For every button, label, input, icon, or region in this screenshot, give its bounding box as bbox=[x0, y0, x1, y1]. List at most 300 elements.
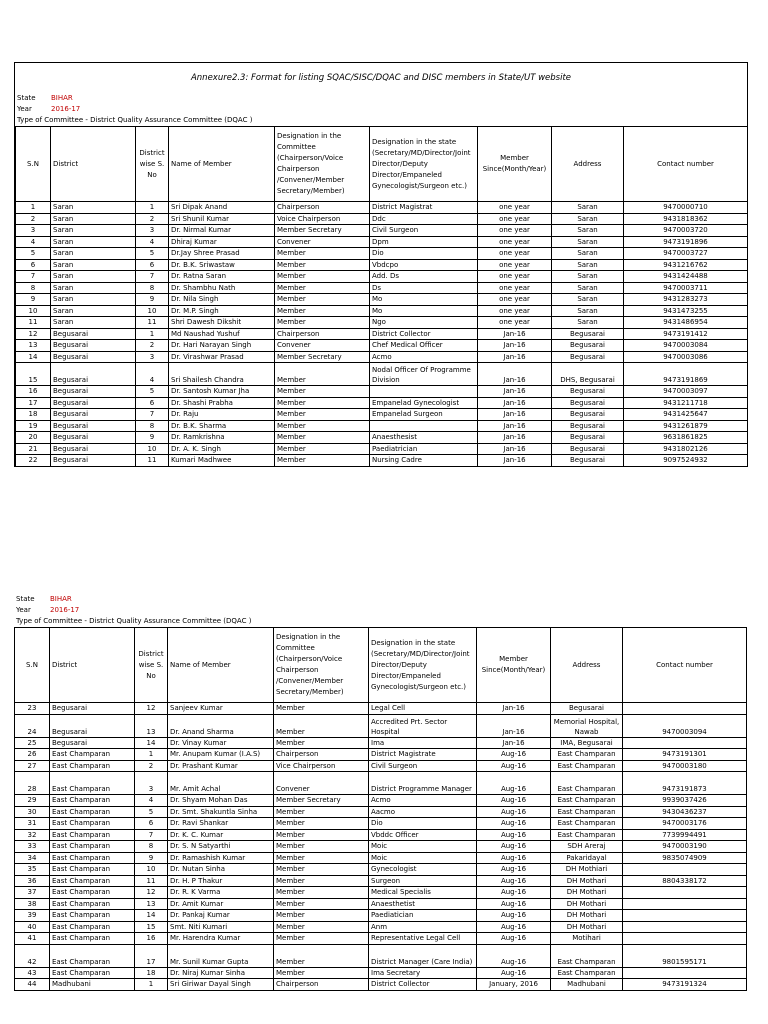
cell-district-sno: 11 bbox=[135, 875, 168, 887]
cell-member-since: Jan-16 bbox=[477, 714, 551, 737]
cell-district: Madhubani bbox=[50, 979, 135, 991]
cell-state-designation: Medical Specialis bbox=[369, 887, 477, 899]
cell-committee-designation: Member bbox=[275, 294, 370, 306]
cell-state-designation: District Programme Manager bbox=[369, 772, 477, 795]
cell-address: East Champaran bbox=[551, 967, 623, 979]
cell-district-sno: 4 bbox=[136, 236, 169, 248]
cell-member-name: Mr. Amit Achal bbox=[168, 772, 274, 795]
cell-address: Begusarai bbox=[552, 351, 624, 363]
col-contact: Contact number bbox=[623, 628, 747, 703]
cell-committee-designation: Member bbox=[275, 432, 370, 444]
cell-address: East Champaran bbox=[551, 944, 623, 967]
cell-state-designation: Ds bbox=[370, 282, 478, 294]
cell-state-designation: District Magistrat bbox=[370, 202, 478, 214]
cell-sn: 27 bbox=[15, 760, 50, 772]
cell-sn: 13 bbox=[16, 340, 51, 352]
table-row bbox=[16, 386, 748, 398]
table-row bbox=[15, 818, 747, 830]
cell-committee-designation: Member bbox=[274, 910, 369, 922]
cell-district-sno: 17 bbox=[135, 944, 168, 967]
cell-committee-designation: Member bbox=[274, 737, 369, 749]
cell-district: Saran bbox=[51, 294, 136, 306]
col-district: District bbox=[50, 628, 135, 703]
cell-committee-designation: Member bbox=[275, 409, 370, 421]
cell-contact bbox=[623, 921, 747, 933]
cell-district: Begusarai bbox=[51, 386, 136, 398]
cell-committee-designation: Member bbox=[275, 363, 370, 386]
cell-committee-designation: Member bbox=[274, 921, 369, 933]
cell-state-designation: Vbddc Officer bbox=[369, 829, 477, 841]
cell-state-designation: Aacmo bbox=[369, 806, 477, 818]
cell-sn: 12 bbox=[16, 328, 51, 340]
cell-contact: 9470003190 bbox=[623, 841, 747, 853]
cell-district-sno: 3 bbox=[136, 351, 169, 363]
table-row bbox=[16, 225, 748, 237]
cell-committee-designation: Member bbox=[274, 898, 369, 910]
cell-member-name: Sri Shunil Kumar bbox=[169, 213, 275, 225]
cell-contact: 9431425647 bbox=[624, 409, 748, 421]
cell-sn: 11 bbox=[16, 317, 51, 329]
cell-sn: 43 bbox=[15, 967, 50, 979]
cell-member-name: Dr. Anand Sharma bbox=[168, 714, 274, 737]
cell-committee-designation: Member bbox=[274, 864, 369, 876]
cell-contact: 9473191869 bbox=[624, 363, 748, 386]
cell-sn: 21 bbox=[16, 443, 51, 455]
cell-contact bbox=[623, 737, 747, 749]
cell-member-since: Aug-16 bbox=[477, 760, 551, 772]
cell-district-sno: 11 bbox=[136, 317, 169, 329]
cell-contact: 9939037426 bbox=[623, 795, 747, 807]
cell-address: Begusarai bbox=[552, 432, 624, 444]
cell-contact: 9431211718 bbox=[624, 397, 748, 409]
cell-committee-designation: Member bbox=[275, 386, 370, 398]
cell-member-name: Md Naushad Yushuf bbox=[169, 328, 275, 340]
table-row bbox=[15, 829, 747, 841]
cell-address: Saran bbox=[552, 305, 624, 317]
cell-state-designation bbox=[370, 420, 478, 432]
table-row bbox=[15, 795, 747, 807]
cell-contact bbox=[623, 933, 747, 945]
cell-state-designation: Ngo bbox=[370, 317, 478, 329]
cell-sn: 35 bbox=[15, 864, 50, 876]
cell-member-name: Dr. B.K. Sriwastaw bbox=[169, 259, 275, 271]
cell-member-name: Mr. Harendra Kumar bbox=[168, 933, 274, 945]
cell-member-name: Dr. Virashwar Prasad bbox=[169, 351, 275, 363]
cell-address: Memorial Hospital, Nawab bbox=[551, 714, 623, 737]
cell-district-sno: 6 bbox=[136, 397, 169, 409]
cell-committee-designation: Member bbox=[275, 271, 370, 283]
cell-address: Begusarai bbox=[552, 443, 624, 455]
table-row bbox=[15, 841, 747, 853]
cell-member-since: Jan-16 bbox=[478, 455, 552, 467]
cell-committee-designation: Member bbox=[275, 282, 370, 294]
cell-district-sno: 18 bbox=[135, 967, 168, 979]
cell-address: DHS, Begusarai bbox=[552, 363, 624, 386]
cell-district: Saran bbox=[51, 305, 136, 317]
state-label: State bbox=[17, 94, 36, 102]
col-sn: S.N bbox=[15, 628, 50, 703]
cell-district: East Champaran bbox=[50, 772, 135, 795]
cell-address: SDH Areraj bbox=[551, 841, 623, 853]
cell-sn: 28 bbox=[15, 772, 50, 795]
cell-district: Begusarai bbox=[51, 351, 136, 363]
cell-district-sno: 14 bbox=[135, 737, 168, 749]
cell-sn: 10 bbox=[16, 305, 51, 317]
cell-address: East Champaran bbox=[551, 749, 623, 761]
cell-sn: 19 bbox=[16, 420, 51, 432]
cell-contact: 9431486954 bbox=[624, 317, 748, 329]
col-contact: Contact number bbox=[624, 127, 748, 202]
header-row bbox=[16, 127, 748, 202]
col-member-name: Name of Member bbox=[169, 127, 275, 202]
col-address: Address bbox=[552, 127, 624, 202]
cell-district-sno: 9 bbox=[136, 432, 169, 444]
cell-member-since: Jan-16 bbox=[478, 409, 552, 421]
cell-member-name: Dr. M.P. Singh bbox=[169, 305, 275, 317]
cell-district-sno: 11 bbox=[136, 455, 169, 467]
table-row bbox=[16, 213, 748, 225]
cell-contact: 9801595171 bbox=[623, 944, 747, 967]
cell-district: Saran bbox=[51, 271, 136, 283]
table-row bbox=[16, 432, 748, 444]
cell-district-sno: 8 bbox=[136, 282, 169, 294]
cell-address: East Champaran bbox=[551, 806, 623, 818]
cell-district-sno: 16 bbox=[135, 933, 168, 945]
cell-contact: 9097524932 bbox=[624, 455, 748, 467]
cell-member-since: Jan-16 bbox=[478, 443, 552, 455]
table-row bbox=[15, 864, 747, 876]
cell-member-since: one year bbox=[478, 271, 552, 283]
table-row bbox=[15, 749, 747, 761]
table-row bbox=[16, 351, 748, 363]
cell-sn: 18 bbox=[16, 409, 51, 421]
cell-contact: 9431261879 bbox=[624, 420, 748, 432]
table-row bbox=[16, 397, 748, 409]
cell-member-since: Jan-16 bbox=[478, 432, 552, 444]
committee-type: Type of Committee - District Quality Assurance Committee (DQAC ) bbox=[16, 617, 252, 625]
cell-district-sno: 1 bbox=[135, 979, 168, 991]
cell-member-since: one year bbox=[478, 225, 552, 237]
cell-contact: 9431424488 bbox=[624, 271, 748, 283]
cell-district: East Champaran bbox=[50, 829, 135, 841]
cell-member-name: Shri Dawesh Dikshit bbox=[169, 317, 275, 329]
cell-member-name: Dr. Pankaj Kumar bbox=[168, 910, 274, 922]
state-value: BIHAR bbox=[50, 595, 72, 603]
cell-state-designation: Legal Cell bbox=[369, 703, 477, 715]
cell-district-sno: 1 bbox=[136, 202, 169, 214]
cell-address: Saran bbox=[552, 271, 624, 283]
cell-member-name: Sanjeev Kumar bbox=[168, 703, 274, 715]
table-row bbox=[16, 282, 748, 294]
cell-district-sno: 4 bbox=[136, 363, 169, 386]
cell-member-since: Aug-16 bbox=[477, 829, 551, 841]
cell-committee-designation: Member Secretary bbox=[275, 351, 370, 363]
cell-address: East Champaran bbox=[551, 795, 623, 807]
cell-member-since: Aug-16 bbox=[477, 910, 551, 922]
cell-state-designation: Representative Legal Cell bbox=[369, 933, 477, 945]
cell-district: East Champaran bbox=[50, 806, 135, 818]
table-row bbox=[15, 772, 747, 795]
cell-member-since: Jan-16 bbox=[478, 420, 552, 432]
cell-district: Begusarai bbox=[51, 340, 136, 352]
cell-address: Saran bbox=[552, 202, 624, 214]
cell-address: Begusarai bbox=[552, 340, 624, 352]
cell-member-name: Dr. B.K. Sharma bbox=[169, 420, 275, 432]
cell-district: Begusarai bbox=[51, 397, 136, 409]
cell-member-since: Jan-16 bbox=[478, 363, 552, 386]
table-row bbox=[15, 852, 747, 864]
cell-district: Saran bbox=[51, 282, 136, 294]
cell-sn: 22 bbox=[16, 455, 51, 467]
cell-member-since: Jan-16 bbox=[477, 737, 551, 749]
cell-member-since: Aug-16 bbox=[477, 806, 551, 818]
cell-member-name: Mr. Anupam Kumar (I.A.S) bbox=[168, 749, 274, 761]
cell-state-designation: Gynecologist bbox=[369, 864, 477, 876]
cell-sn: 24 bbox=[15, 714, 50, 737]
col-committee-designation: Designation in the Committee (Chairperson/Voice Chairperson /Convener/Member Secretary/Member) bbox=[274, 628, 369, 703]
cell-contact: 9470000710 bbox=[624, 202, 748, 214]
table-row bbox=[16, 259, 748, 271]
cell-state-designation: Moic bbox=[369, 852, 477, 864]
cell-district: Begusarai bbox=[51, 455, 136, 467]
cell-member-name: Mr. Sunil Kumar Gupta bbox=[168, 944, 274, 967]
cell-district: East Champaran bbox=[50, 841, 135, 853]
cell-address: DH Mothari bbox=[551, 898, 623, 910]
cell-state-designation: Paediatician bbox=[369, 910, 477, 922]
col-sn: S.N bbox=[16, 127, 51, 202]
cell-district-sno: 2 bbox=[135, 760, 168, 772]
table-row bbox=[16, 248, 748, 260]
cell-sn: 32 bbox=[15, 829, 50, 841]
cell-committee-designation: Member bbox=[274, 841, 369, 853]
cell-district: Begusarai bbox=[50, 714, 135, 737]
cell-contact: 9473191873 bbox=[623, 772, 747, 795]
cell-address: Saran bbox=[552, 317, 624, 329]
cell-member-since: one year bbox=[478, 236, 552, 248]
cell-sn: 33 bbox=[15, 841, 50, 853]
cell-committee-designation: Member bbox=[275, 259, 370, 271]
cell-state-designation: Civil Surgeon bbox=[369, 760, 477, 772]
year-line bbox=[15, 104, 747, 115]
cell-state-designation: Add. Ds bbox=[370, 271, 478, 283]
cell-address: IMA, Begusarai bbox=[551, 737, 623, 749]
cell-district: Begusarai bbox=[51, 432, 136, 444]
cell-state-designation: Anm bbox=[369, 921, 477, 933]
cell-district: East Champaran bbox=[50, 749, 135, 761]
cell-district: Begusarai bbox=[50, 737, 135, 749]
cell-member-name: Dr. Shambhu Nath bbox=[169, 282, 275, 294]
cell-sn: 4 bbox=[16, 236, 51, 248]
cell-district-sno: 2 bbox=[136, 213, 169, 225]
cell-sn: 44 bbox=[15, 979, 50, 991]
col-district-sno: District wise S. No bbox=[136, 127, 169, 202]
cell-district-sno: 13 bbox=[135, 714, 168, 737]
cell-member-name: Dr. K. C. Kumar bbox=[168, 829, 274, 841]
cell-contact: 9431473255 bbox=[624, 305, 748, 317]
cell-member-since: Aug-16 bbox=[477, 864, 551, 876]
year-value: 2016-17 bbox=[51, 105, 81, 113]
cell-sn: 3 bbox=[16, 225, 51, 237]
cell-sn: 9 bbox=[16, 294, 51, 306]
cell-contact: 9470003180 bbox=[623, 760, 747, 772]
cell-state-designation: Empanelad Surgeon bbox=[370, 409, 478, 421]
cell-contact: 9430436237 bbox=[623, 806, 747, 818]
cell-member-since: Jan-16 bbox=[477, 703, 551, 715]
cell-state-designation: Anaesthetist bbox=[369, 898, 477, 910]
cell-address: East Champaran bbox=[551, 760, 623, 772]
cell-member-since: Aug-16 bbox=[477, 921, 551, 933]
cell-committee-designation: Member bbox=[274, 703, 369, 715]
col-address: Address bbox=[551, 628, 623, 703]
cell-address: Begusarai bbox=[552, 386, 624, 398]
cell-state-designation: District Manager (Care India) bbox=[369, 944, 477, 967]
cell-contact bbox=[623, 703, 747, 715]
table-row bbox=[16, 443, 748, 455]
cell-district-sno: 13 bbox=[135, 898, 168, 910]
cell-member-name: Dr. Ravi Shankar bbox=[168, 818, 274, 830]
cell-address: Begusarai bbox=[552, 455, 624, 467]
cell-district: Begusarai bbox=[51, 363, 136, 386]
cell-state-designation: District Collector bbox=[370, 328, 478, 340]
cell-address: Begusarai bbox=[552, 409, 624, 421]
cell-contact: 8804338172 bbox=[623, 875, 747, 887]
cell-district: Saran bbox=[51, 202, 136, 214]
cell-sn: 26 bbox=[15, 749, 50, 761]
cell-contact bbox=[623, 910, 747, 922]
header-row bbox=[15, 628, 747, 703]
cell-member-since: Aug-16 bbox=[477, 887, 551, 899]
table-row bbox=[16, 236, 748, 248]
cell-address: Saran bbox=[552, 294, 624, 306]
annexure-title: Annexure2.3: Format for listing SQAC/SISC/DQAC and DISC members in State/UT website bbox=[190, 73, 572, 83]
cell-member-since: one year bbox=[478, 213, 552, 225]
cell-district-sno: 14 bbox=[135, 910, 168, 922]
cell-sn: 30 bbox=[15, 806, 50, 818]
cell-committee-designation: Member bbox=[274, 967, 369, 979]
cell-state-designation: Surgeon bbox=[369, 875, 477, 887]
cell-committee-designation: Convener bbox=[275, 340, 370, 352]
cell-member-name: Dr. Ramashish Kumar bbox=[168, 852, 274, 864]
cell-address: Pakaridayal bbox=[551, 852, 623, 864]
table-row bbox=[16, 328, 748, 340]
cell-address: East Champaran bbox=[551, 772, 623, 795]
cell-district-sno: 6 bbox=[135, 818, 168, 830]
table-row bbox=[15, 967, 747, 979]
cell-member-name: Dr. Nirmal Kumar bbox=[169, 225, 275, 237]
cell-district-sno: 10 bbox=[136, 443, 169, 455]
cell-member-name: Dr. S. N Satyarthi bbox=[168, 841, 274, 853]
cell-district: Saran bbox=[51, 225, 136, 237]
cell-sn: 38 bbox=[15, 898, 50, 910]
table-row bbox=[15, 737, 747, 749]
col-district: District bbox=[51, 127, 136, 202]
cell-state-designation: Vbdcpo bbox=[370, 259, 478, 271]
cell-member-since: Jan-16 bbox=[478, 386, 552, 398]
cell-sn: 42 bbox=[15, 944, 50, 967]
cell-committee-designation: Member bbox=[274, 944, 369, 967]
cell-state-designation: Acmo bbox=[370, 351, 478, 363]
cell-address: DH Mothari bbox=[551, 910, 623, 922]
cell-contact: 9431283273 bbox=[624, 294, 748, 306]
cell-district: Begusarai bbox=[51, 328, 136, 340]
cell-district-sno: 15 bbox=[135, 921, 168, 933]
cell-member-since: Aug-16 bbox=[477, 795, 551, 807]
cell-sn: 23 bbox=[15, 703, 50, 715]
cell-member-since: Aug-16 bbox=[477, 898, 551, 910]
col-district-sno: District wise S. No bbox=[135, 628, 168, 703]
cell-contact: 9473191301 bbox=[623, 749, 747, 761]
table-row bbox=[15, 703, 747, 715]
cell-state-designation: Dio bbox=[369, 818, 477, 830]
cell-member-since: Jan-16 bbox=[478, 351, 552, 363]
cell-contact: 9473191324 bbox=[623, 979, 747, 991]
cell-member-name: Dr. Nutan Sinha bbox=[168, 864, 274, 876]
cell-district: Saran bbox=[51, 259, 136, 271]
cell-state-designation: Dpm bbox=[370, 236, 478, 248]
cell-sn: 15 bbox=[16, 363, 51, 386]
state-line bbox=[14, 594, 746, 605]
cell-member-name: Dr.Jay Shree Prasad bbox=[169, 248, 275, 260]
cell-committee-designation: Member bbox=[274, 818, 369, 830]
cell-address: Begusarai bbox=[552, 397, 624, 409]
cell-member-name: Smt. Niti Kumari bbox=[168, 921, 274, 933]
cell-state-designation: Ddc bbox=[370, 213, 478, 225]
cell-address: Motihari bbox=[551, 933, 623, 945]
cell-address: DH Mothari bbox=[551, 875, 623, 887]
cell-address: East Champaran bbox=[551, 829, 623, 841]
cell-state-designation: Nursing Cadre bbox=[370, 455, 478, 467]
cell-committee-designation: Member bbox=[275, 443, 370, 455]
table-row bbox=[15, 898, 747, 910]
cell-member-since: Aug-16 bbox=[477, 749, 551, 761]
cell-district: Saran bbox=[51, 236, 136, 248]
col-committee-designation: Designation in the Committee (Chairperson/Voice Chairperson /Convener/Member Secretary/Member) bbox=[275, 127, 370, 202]
cell-committee-designation: Member bbox=[275, 248, 370, 260]
cell-address: Saran bbox=[552, 236, 624, 248]
members-table-1 bbox=[15, 126, 748, 467]
cell-sn: 36 bbox=[15, 875, 50, 887]
cell-state-designation: Empanelad Gynecologist bbox=[370, 397, 478, 409]
cell-sn: 41 bbox=[15, 933, 50, 945]
cell-member-name: Dr. Raju bbox=[169, 409, 275, 421]
cell-district-sno: 10 bbox=[136, 305, 169, 317]
sheet-page-2 bbox=[14, 594, 746, 991]
cell-district-sno: 9 bbox=[136, 294, 169, 306]
cell-state-designation bbox=[370, 386, 478, 398]
cell-contact: 9473191412 bbox=[624, 328, 748, 340]
cell-member-since: Aug-16 bbox=[477, 772, 551, 795]
cell-member-name: Dr. Ramkrishna bbox=[169, 432, 275, 444]
cell-address: DH Mothiari bbox=[551, 864, 623, 876]
table-row bbox=[15, 933, 747, 945]
year-label: Year bbox=[17, 105, 32, 113]
cell-committee-designation: Member bbox=[275, 455, 370, 467]
cell-sn: 2 bbox=[16, 213, 51, 225]
table-row bbox=[16, 420, 748, 432]
table-row bbox=[15, 875, 747, 887]
cell-sn: 1 bbox=[16, 202, 51, 214]
cell-address: Saran bbox=[552, 282, 624, 294]
cell-district-sno: 12 bbox=[135, 703, 168, 715]
cell-district-sno: 3 bbox=[136, 225, 169, 237]
cell-contact: 9470003094 bbox=[623, 714, 747, 737]
cell-state-designation: Civil Surgeon bbox=[370, 225, 478, 237]
table-row bbox=[15, 910, 747, 922]
cell-state-designation: Ima bbox=[369, 737, 477, 749]
cell-district-sno: 5 bbox=[136, 248, 169, 260]
cell-address: Saran bbox=[552, 259, 624, 271]
cell-address: Saran bbox=[552, 213, 624, 225]
